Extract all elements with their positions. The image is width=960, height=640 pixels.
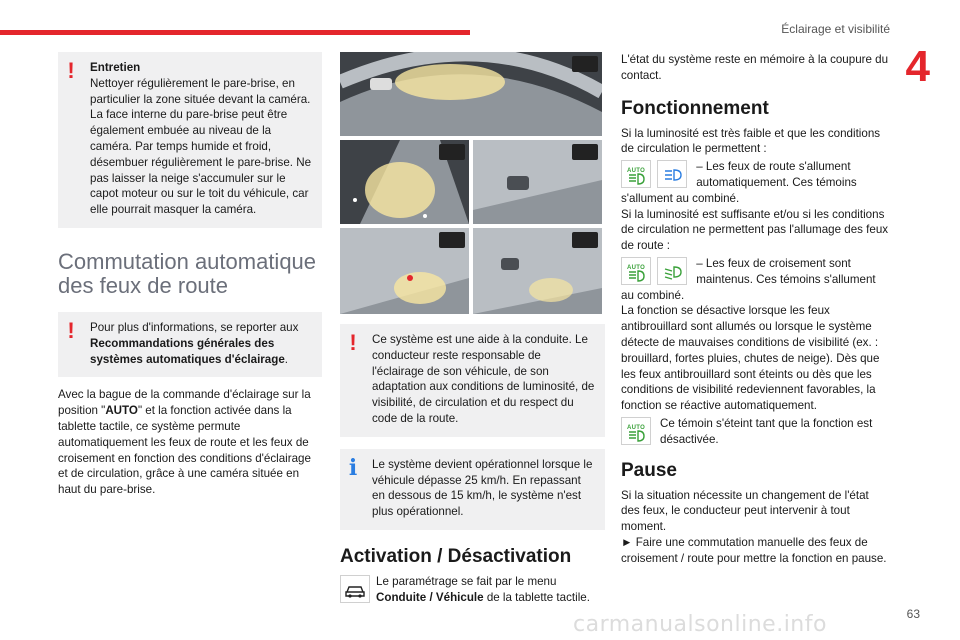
intro-post: " et la fonction activée dans la tablette tactile, ce système permute automatiquement les feux de route et les feux de croisement en fonction des conditions d'éclairage et de circulation, grâce à une caméra située en haut du pare-brise. (58, 404, 311, 497)
reference-warning-box (58, 312, 322, 377)
high-beam-icon (657, 160, 687, 188)
intro-auto: AUTO (105, 404, 138, 418)
intro-paragraph (58, 387, 322, 498)
warning-icon: ! (349, 330, 357, 355)
speed-info-box (340, 449, 605, 530)
maintenance-title: Entretien (90, 61, 141, 74)
activation-paragraph (340, 574, 605, 606)
auto-low-beam-icon (572, 144, 598, 160)
watermark: carmanualsonline.info (573, 612, 827, 637)
high-beam-row (621, 159, 889, 206)
pause-p2: ► Faire une commutation manuelle des feux de croisement / route pour mettre la fonction en pause. (621, 535, 887, 565)
memory-text: L'état du système reste en mémoire à la coupure du contact. (621, 53, 889, 82)
car-settings-icon (340, 575, 370, 603)
activation-menu: Conduite / Véhicule (376, 590, 484, 604)
illustration-oncoming-vehicle (340, 228, 469, 314)
activation-pre: Le paramétrage se fait par le menu (376, 574, 557, 588)
info-icon: i (348, 454, 358, 481)
auto-lamp-icon: AUTO (621, 417, 651, 445)
ref-text-post: . (284, 352, 289, 366)
auto-lamp-icon: AUTO (621, 257, 651, 285)
auto-lamp-icon: AUTO (621, 160, 651, 188)
auto-low-beam-icon (439, 232, 465, 248)
driver-responsibility-box (340, 324, 605, 437)
section-title-activation: Activation / Désactivation (340, 545, 572, 567)
maintenance-text: Nettoyer régulièrement le pare-brise, en particulier la zone située devant la caméra. La face interne du pare-brise peut être également embuée au niveau de la caméra. Par temps humide et froid, désembuer régulièrement le pare-brise. Ne pas laisser la neige s'accumuler sur le capot moteur ou sur le toit du véhicule, car elle pourrait masquer la caméra. (90, 76, 312, 217)
auto-high-beam-icon (439, 144, 465, 160)
chapter-number: 4 (905, 42, 930, 91)
fonctionnement-p5: La fonction se désactive lorsque les feux antibrouillard sont allumés ou lorsque le système détecte de mauvaises conditions de visibilité (ex. : brouillard, fortes pluies, chutes de neige). Dès que les feux antibrouillard sont éteints ou dès que les conditions de visibilité redeviennent favorables, la fonction se réactive automatiquement. (621, 304, 880, 413)
illustration-preceding-vehicle (473, 228, 602, 314)
ref-text-pre: Pour plus d'informations, se reporter aux (90, 320, 299, 334)
illustration-high-beam (340, 140, 469, 224)
page-number: 63 (906, 607, 920, 621)
low-beam-row (621, 256, 889, 303)
fonctionnement-p6: Ce témoin s'éteint tant que la fonction est désactivée. (660, 416, 873, 446)
intro-pre: Avec la bague de la commande d'éclairage sur la position " (58, 388, 311, 418)
section-title-commutation: Commutation automatique des feux de route (58, 248, 317, 298)
section-title-pause: Pause (621, 459, 677, 481)
warning-icon: ! (67, 58, 75, 83)
fonctionnement-p3: Si la luminosité est suffisante et/ou si les conditions de circulation ne permettent pas l'allumage des feux de route : (621, 207, 889, 253)
activation-post: de la tablette tactile. (486, 590, 590, 604)
auto-low-beam-icon (572, 232, 598, 248)
column-1 (58, 52, 322, 498)
fonctionnement-p4: – Les feux de croisement sont maintenus. Ces témoins s'allument au combiné. (621, 256, 876, 302)
column-2 (340, 52, 605, 606)
low-beam-icon (657, 257, 687, 285)
illustration-curve-road (340, 52, 602, 136)
driver-responsibility-text: Ce système est une aide à la conduite. Le conducteur reste responsable de l'éclairage de son véhicule, de son adaptation aux conditions de luminosité, de visibilité, de circulation et du respect du code de la route. (372, 333, 595, 425)
warning-icon: ! (67, 317, 75, 343)
illustration-low-beam (473, 140, 602, 224)
fonctionnement-p1: Si la luminosité est très faible et que les conditions de circulation le permettent : (621, 126, 881, 156)
section-title-fonctionnement: Fonctionnement (621, 97, 769, 119)
deactivated-row (621, 416, 889, 448)
pause-p1: Si la situation nécessite un changement de l'état des feux, le conducteur peut intervenir à tout moment. (621, 488, 869, 534)
header-red-bar (0, 30, 470, 35)
column-3 (621, 52, 889, 567)
ref-text-bold: Recommandations générales des systèmes automatiques d'éclairage (90, 336, 285, 366)
auto-high-beam-icon (572, 56, 598, 72)
illustration-grid (340, 52, 602, 314)
fonctionnement-p2: – Les feux de route s'allument automatiquement. Ces témoins s'allument au combiné. (621, 160, 857, 205)
speed-info-text: Le système devient opérationnel lorsque le véhicule dépasse 25 km/h. En repassant en dessous de 15 km/h, le système n'est plus opérationnel. (372, 457, 593, 519)
header-title: Éclairage et visibilité (781, 22, 890, 36)
maintenance-warning-box (58, 52, 322, 228)
